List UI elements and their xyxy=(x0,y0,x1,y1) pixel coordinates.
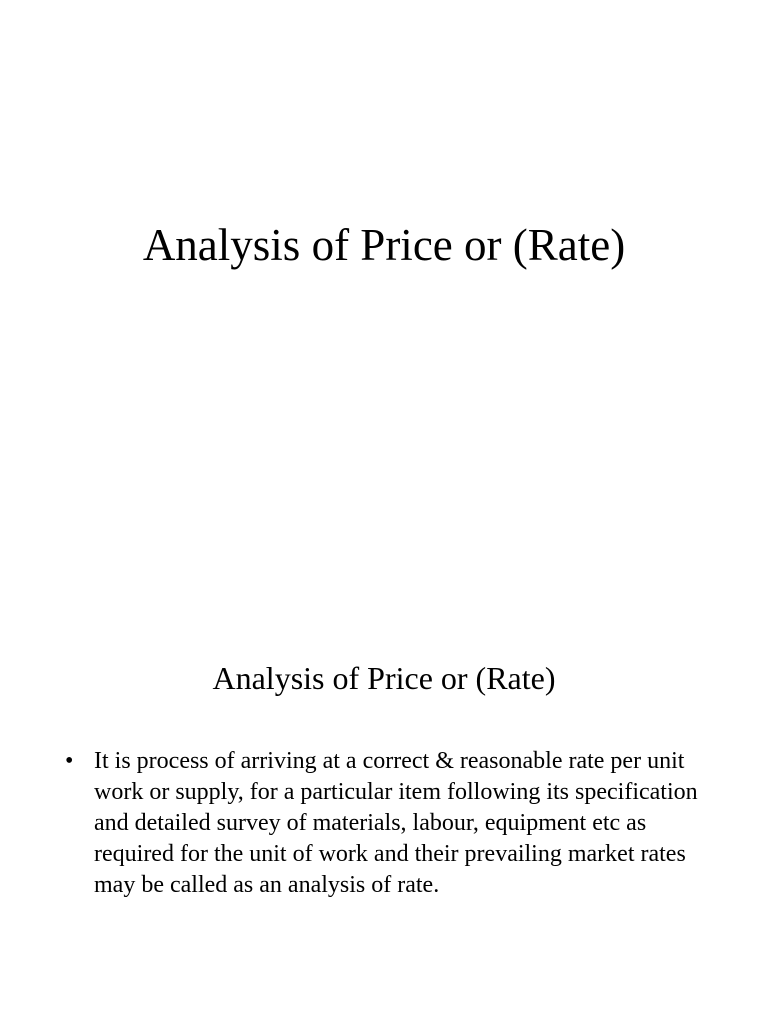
page-title: Analysis of Price or (Rate) xyxy=(142,220,626,270)
bullet-icon: • xyxy=(65,748,74,774)
bullet-list xyxy=(62,746,722,901)
bullet-text: It is process of arriving at a correct & reasonable rate per unit work or supply, for a particular item following its specification and detailed survey of materials, labour, equipment etc as required for the unit of work and their prevailing market rates may be called as an analysis of rate. xyxy=(94,748,698,898)
bullet-item xyxy=(62,746,722,901)
slide-heading: Analysis of Price or (Rate) xyxy=(212,660,556,696)
